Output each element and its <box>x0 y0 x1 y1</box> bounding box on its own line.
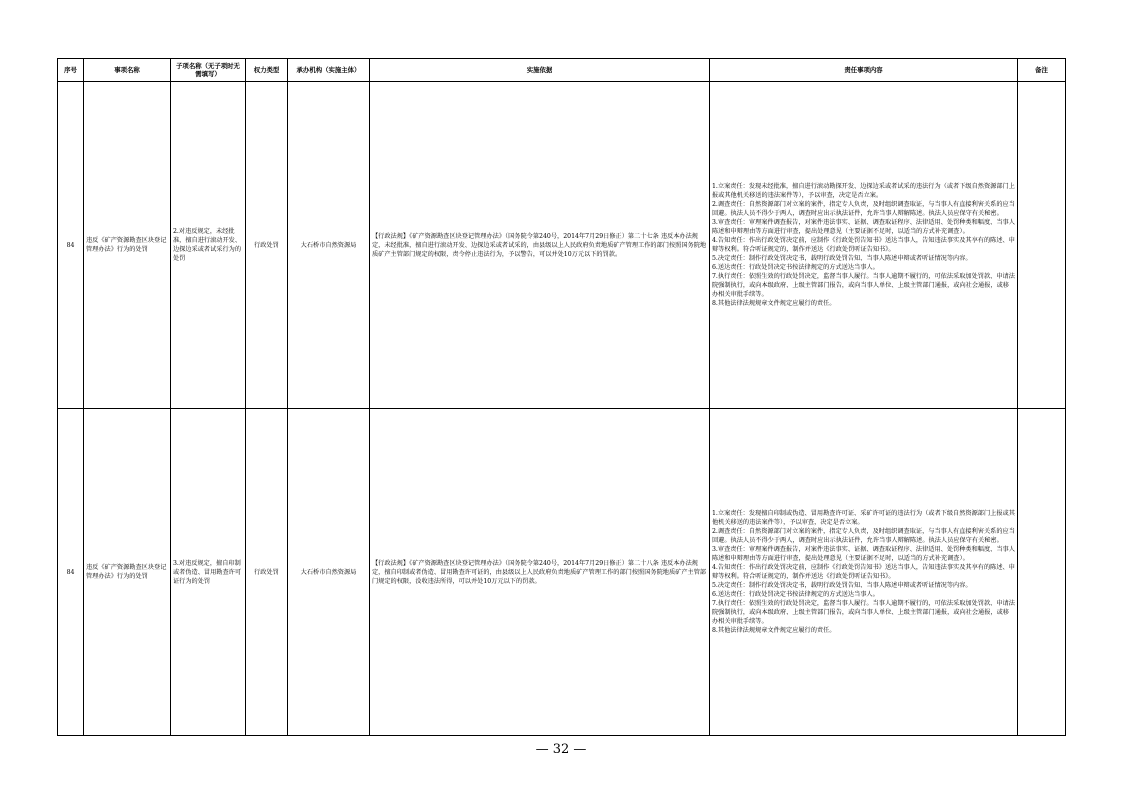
cell-seq: 84 <box>58 82 84 409</box>
responsibility-item: 7.执行责任：依照生效的行政处罚决定，监督当事人履行。当事人逾期不履行的，可依法采取加处罚款、申请法院强制执行，或向本级政府、上级主管部门报告，或向当事人单位、上级主管部门通报，或向社会通报，或移办相关审批手续等。 <box>712 600 1015 625</box>
header-sub-item: 子项名称（无子项时无需填写） <box>171 59 246 82</box>
cell-remarks <box>1018 82 1066 409</box>
cell-remarks <box>1018 409 1066 736</box>
table-row <box>58 409 1066 736</box>
header-responsibility: 责任事项内容 <box>710 59 1018 82</box>
header-item-name: 事项名称 <box>84 59 171 82</box>
header-power-type: 权力类型 <box>246 59 288 82</box>
responsibility-item: 5.决定责任：制作行政处罚决定书，载明行政处罚告知、当事人陈述申辩或者听证情况等内容。 <box>712 582 972 589</box>
responsibility-item: 5.决定责任：制作行政处罚决定书，载明行政处罚告知、当事人陈述申辩或者听证情况等内容。 <box>712 255 972 262</box>
responsibility-item: 8.其他法律法规规章文件规定应履行的责任。 <box>712 627 836 634</box>
cell-item-name: 违反《矿产资源勘查区块登记管理办法》行为的处罚 <box>84 82 171 409</box>
header-agency: 承办机构（实施主体） <box>288 59 370 82</box>
responsibility-item: 2.调查责任：自然资源部门对立案的案件，指定专人负责，及时组织调查取证，与当事人有直接利害关系的应当回避。执法人员不得少于两人，调查时应出示执法证件，允许当事人辩解陈述。执法人员应保守有关秘密。 <box>712 528 1015 544</box>
responsibility-item: 6.送达责任：行政处罚决定书按法律规定的方式送达当事人。 <box>712 591 879 598</box>
cell-basis: 【行政法规】《矿产资源勘查区块登记管理办法》（国务院令第240号，2014年7月29日修正）第二十七条 违反本办法规定，未经批准，擅自进行滚动开发、边探边采或者试采的，由县级以上人民政府负责地质矿产管理工作的部门按照国务院地质矿产主管部门规定的权限，责令停止违法行为，予以警告，可以并处10万元以下的罚款。 <box>370 82 710 409</box>
cell-responsibility <box>710 409 1018 736</box>
cell-power-type: 行政处罚 <box>246 82 288 409</box>
cell-seq: 84 <box>58 409 84 736</box>
responsibility-item: 4.告知责任：作出行政处罚决定前，应制作《行政处罚告知书》送达当事人，告知违法事实及其享有的陈述、申辩等权利。符合听证规定的，制作并送达《行政处罚听证告知书》。 <box>712 564 1015 580</box>
responsibility-item: 1.立案责任：发现擅自印制或伪造、冒用勘查许可证、采矿许可证的违法行为（或者下级自然资源部门上报或其他机关移送的违法案件等），予以审查，决定是否立案。 <box>712 510 1015 526</box>
responsibility-item: 1.立案责任：发现未经批准，擅自进行滚动勘探开发、边探边采或者试采的违法行为（或者下级自然资源部门上报或其他机关移送的违法案件等），予以审查，决定是否立案。 <box>712 183 1015 199</box>
page-number: — 32 — <box>535 742 587 757</box>
cell-responsibility <box>710 82 1018 409</box>
responsibility-item: 3.审查责任：审理案件调查报告，对案件违法事实、证据、调查取证程序、法律适用、处罚种类和幅度、当事人陈述和申辩理由等方面进行审查，提出处理意见（主要证据不足时，以适当的方式补充调查）。 <box>712 219 1015 235</box>
header-seq: 序号 <box>58 59 84 82</box>
table-row <box>58 82 1066 409</box>
responsibility-item: 4.告知责任：作出行政处罚决定前，应制作《行政处罚告知书》送达当事人，告知违法事实及其享有的陈述、申辩等权利。符合听证规定的，制作并送达《行政处罚听证告知书》。 <box>712 237 1015 253</box>
header-basis: 实施依据 <box>370 59 710 82</box>
power-list-table <box>57 58 1066 736</box>
cell-sub-item: 2.对违反规定，未经批准，擅自进行滚动开发、边探边采或者试采行为的处罚 <box>171 82 246 409</box>
cell-power-type: 行政处罚 <box>246 409 288 736</box>
responsibility-item: 7.执行责任：依照生效的行政处罚决定，监督当事人履行。当事人逾期不履行的，可依法采取加处罚款、申请法院强制执行，或向本级政府、上级主管部门报告，或向当事人单位、上级主管部门通报，或向社会通报，或移办相关审批手续等。 <box>712 273 1015 298</box>
cell-sub-item: 3.对违反规定，擅自印制或者伪造、冒用勘查许可证行为的处罚 <box>171 409 246 736</box>
table-header-row <box>58 59 1066 82</box>
header-remarks: 备注 <box>1018 59 1066 82</box>
responsibility-item: 6.送达责任：行政处罚决定书按法律规定的方式送达当事人。 <box>712 264 879 271</box>
responsibility-item: 8.其他法律法规规章文件规定应履行的责任。 <box>712 300 836 307</box>
cell-agency: 大石桥市自然资源局 <box>288 82 370 409</box>
cell-basis: 【行政法规】《矿产资源勘查区块登记管理办法》（国务院令第240号，2014年7月29日修正）第二十八条 违反本办法规定，擅自印制或者伪造、冒用勘查许可证的，由县级以上人民政府负责地质矿产管理工作的部门按照国务院地质矿产主管部门规定的权限，没收违法所得，可以并处10万元以下的罚款。 <box>370 409 710 736</box>
responsibility-item: 2.调查责任：自然资源部门对立案的案件，指定专人负责，及时组织调查取证，与当事人有直接利害关系的应当回避。执法人员不得少于两人，调查时应出示执法证件，允许当事人辩解陈述。执法人员应保守有关秘密。 <box>712 201 1015 217</box>
responsibility-item: 3.审查责任：审理案件调查报告，对案件违法事实、证据、调查取证程序、法律适用、处罚种类和幅度、当事人陈述和申辩理由等方面进行审查，提出处理意见（主要证据不足时，以适当的方式补充调查）。 <box>712 546 1015 562</box>
cell-agency: 大石桥市自然资源局 <box>288 409 370 736</box>
cell-item-name: 违反《矿产资源勘查区块登记管理办法》行为的处罚 <box>84 409 171 736</box>
